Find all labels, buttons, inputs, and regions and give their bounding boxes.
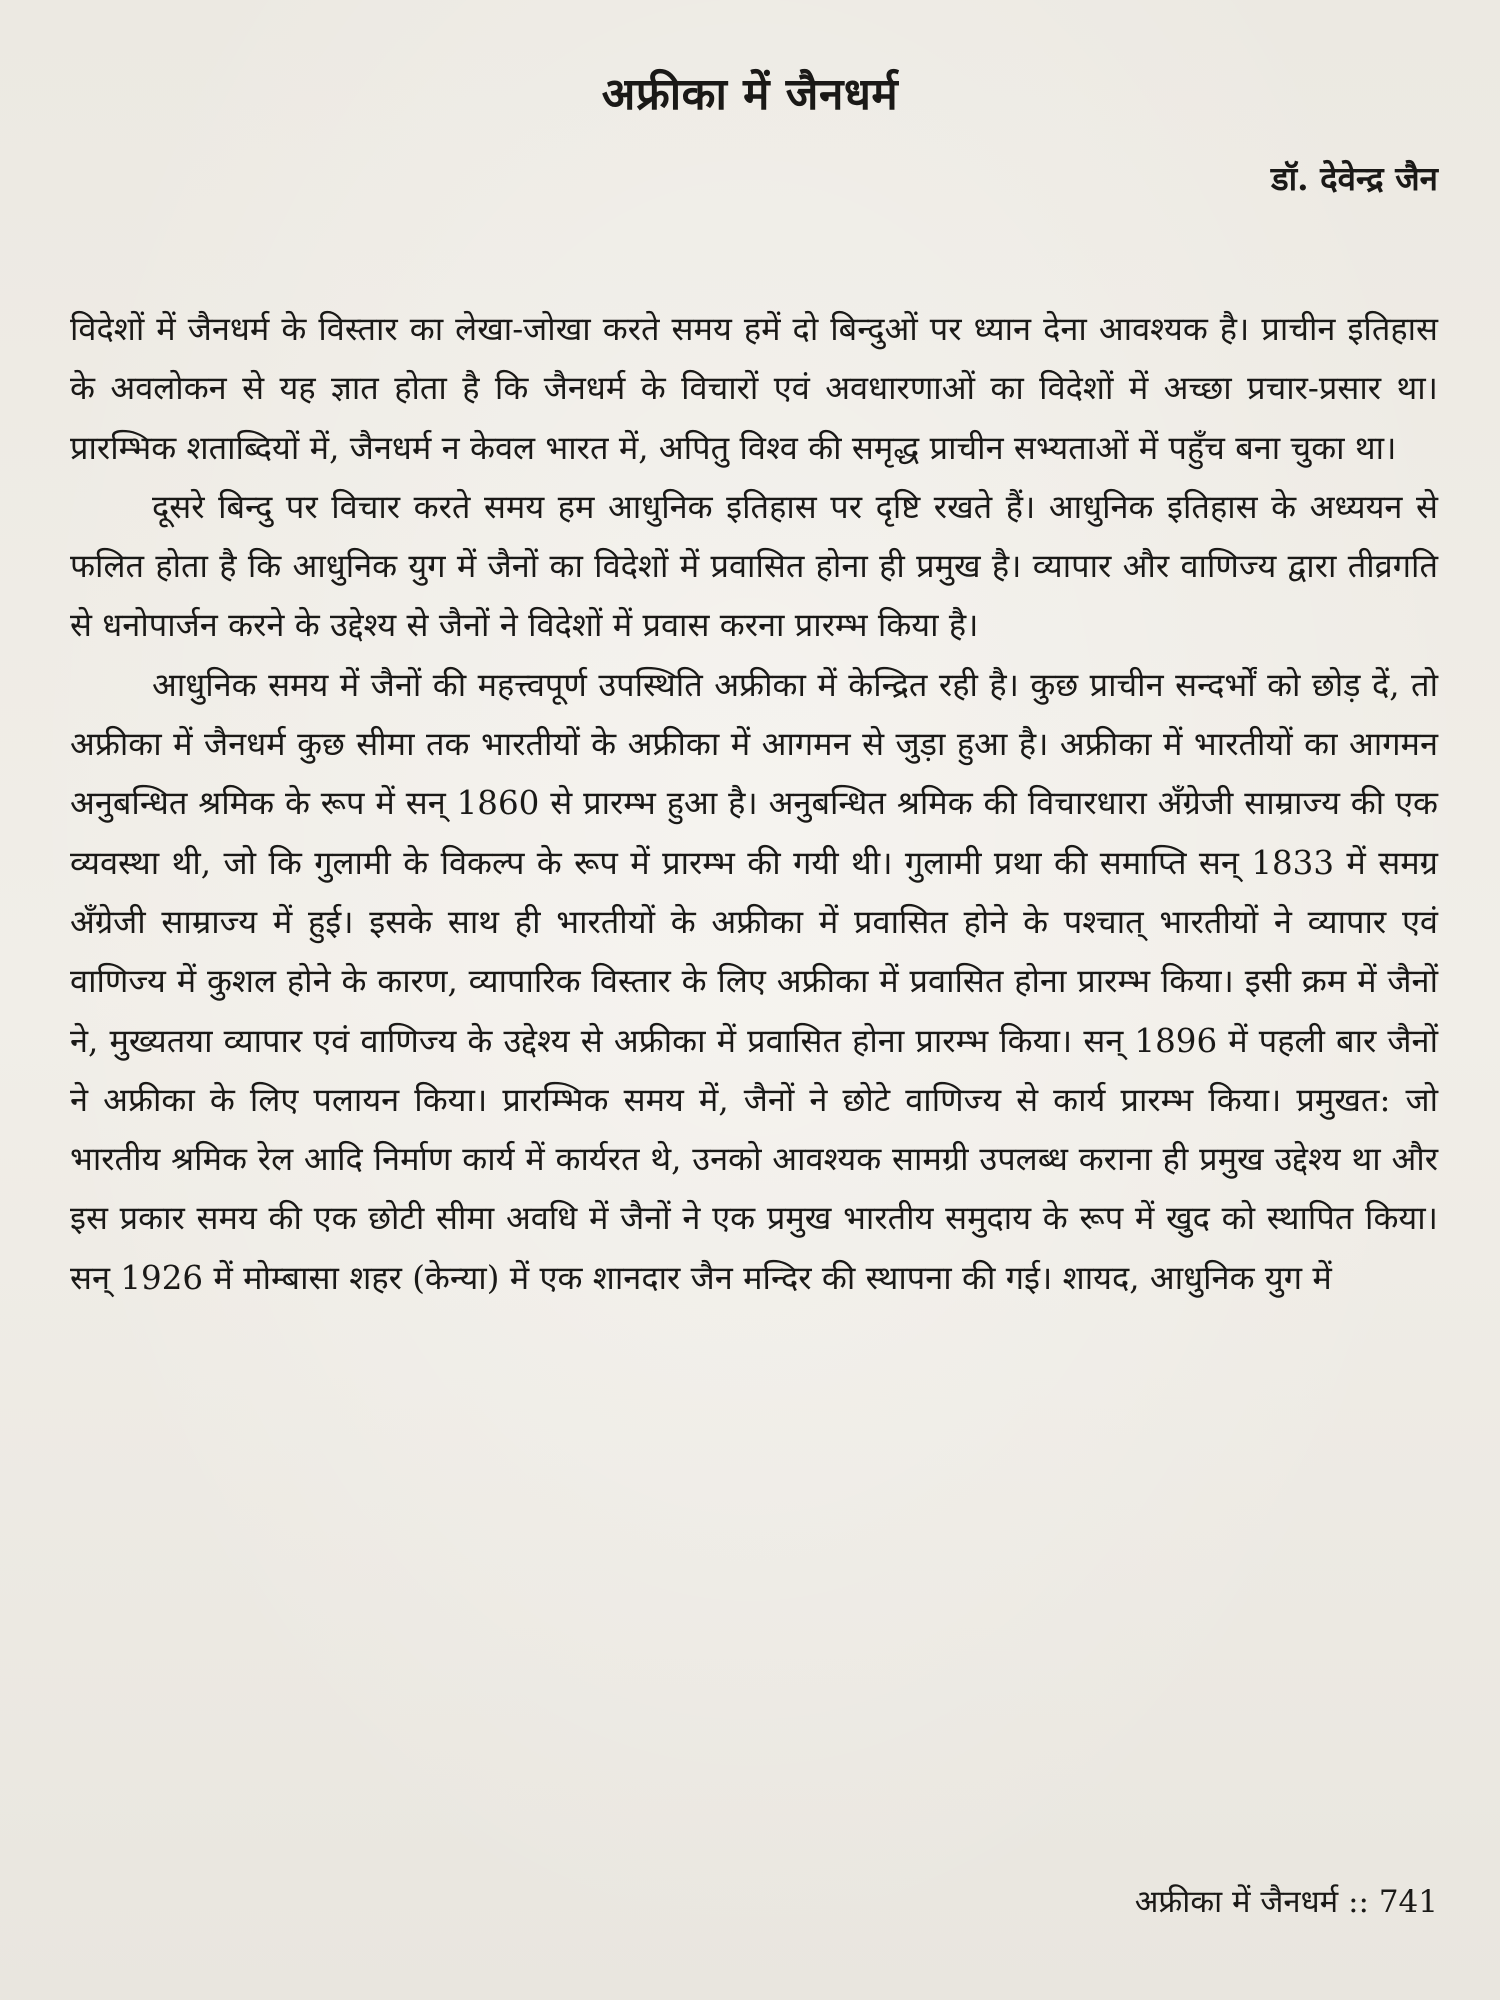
page-footer: अफ्रीका में जैनधर्म :: 741	[1134, 1884, 1438, 1920]
paragraph-1: विदेशों में जैनधर्म के विस्तार का लेखा-जोखा करते समय हमें दो बिन्दुओं पर ध्यान देना आवश्यक है। प्राचीन इतिहास के अवलोकन से यह ज्ञात होता है कि जैनधर्म के विचारों एवं अवधारणाओं का विदेशों में अच्छा प्रचार-प्रसार था। प्रारम्भिक शताब्दियों में, जैनधर्म न केवल भारत में, अपितु विश्व की समृद्ध प्राचीन सभ्यताओं में पहुँच बना चुका था।	[70, 310, 1438, 467]
author-name: डॉ. देवेन्द्र जैन	[1270, 159, 1438, 198]
page-title: अफ्रीका में जैनधर्म	[601, 69, 899, 120]
article-body	[70, 300, 1438, 1308]
paragraph-3: आधुनिक समय में जैनों की महत्त्वपूर्ण उपस्थिति अफ्रीका में केन्द्रित रही है। कुछ प्राचीन सन्दर्भों को छोड़ दें, तो अफ्रीका में जैनधर्म कुछ सीमा तक भारतीयों के अफ्रीका में आगमन से जुड़ा हुआ है। अफ्रीका में भारतीयों का आगमन अनुबन्धित श्रमिक के रूप में सन् 1860 से प्रारम्भ हुआ है। अनुबन्धित श्रमिक की विचारधारा अँग्रेजी साम्राज्य की एक व्यवस्था थी, जो कि गुलामी के विकल्प के रूप में प्रारम्भ की गयी थी। गुलामी प्रथा की समाप्ति सन् 1833 में समग्र अँग्रेजी साम्राज्य में हुई। इसके साथ ही भारतीयों के अफ्रीका में प्रवासित होने के पश्चात् भारतीयों ने व्यापार एवं वाणिज्य में कुशल होने के कारण, व्यापारिक विस्तार के लिए अफ्रीका में प्रवासित होना प्रारम्भ किया। इसी क्रम में जैनों ने, मुख्यतया व्यापार एवं वाणिज्य के उद्देश्य से अफ्रीका में प्रवासित होना प्रारम्भ किया। सन् 1896 में पहली बार जैनों ने अफ्रीका के लिए पलायन किया। प्रारम्भिक समय में, जैनों ने छोटे वाणिज्य से कार्य प्रारम्भ किया। प्रमुखत: जो भारतीय श्रमिक रेल आदि निर्माण कार्य में कार्यरत थे, उनको आवश्यक सामग्री उपलब्ध कराना ही प्रमुख उद्देश्य था और इस प्रकार समय की एक छोटी सीमा अवधि में जैनों ने एक प्रमुख भारतीय समुदाय के रूप में खुद को स्थापित किया। सन् 1926 में मोम्बासा शहर (केन्या) में एक शानदार जैन मन्दिर की स्थापना की गई। शायद, आधुनिक युग में	[70, 665, 1438, 1297]
paragraph-2: दूसरे बिन्दु पर विचार करते समय हम आधुनिक इतिहास पर दृष्टि रखते हैं। आधुनिक इतिहास के अध्ययन से फलित होता है कि आधुनिक युग में जैनों का विदेशों में प्रवासित होना ही प्रमुख है। व्यापार और वाणिज्य द्वारा तीव्रगति से धनोपार्जन करने के उद्देश्य से जैनों ने विदेशों में प्रवास करना प्रारम्भ किया है।	[70, 487, 1438, 645]
